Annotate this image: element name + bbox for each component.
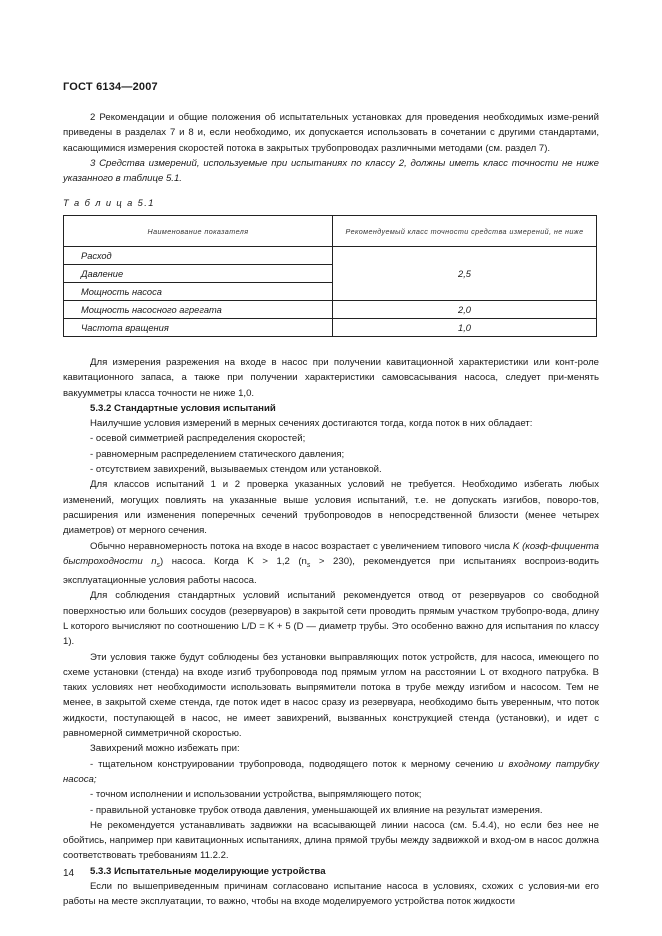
body-text xyxy=(63,355,599,910)
paragraph: Завихрений можно избежать при: xyxy=(90,743,240,755)
text-span: и входному патрубку насоса; xyxy=(63,758,599,785)
table-cell-name: Мощность насосного агрегата xyxy=(64,301,333,319)
table-5-1 xyxy=(63,215,597,337)
paragraph: Если по вышеприведенным причинам согласовано испытание насоса в условиях, схожих с условия-ми его работы на месте эксплуатации, то важно, чтобы на входе моделируемого устройства поток жидкости xyxy=(63,881,599,908)
table-cell-value: 2,5 xyxy=(333,247,597,301)
text-span: K (коэф-фициента быстроходности n xyxy=(63,540,599,567)
paragraph-fast-number xyxy=(63,539,599,589)
page-number: 14 xyxy=(63,868,75,879)
list-item xyxy=(63,757,599,788)
subscript: s xyxy=(306,561,311,569)
table-cell-name: Мощность насоса xyxy=(64,283,333,301)
note-2: 2 Рекомендации и общие положения об испытательных установках для проведения необходимых изме-рений приведены в разделах 7 и 8 и, если необходимо, их допускается использовать в сочетании с другими стандартами, касающимися измерения скоростей потока в закрытых трубопроводах различными методами (см. раздел 7). xyxy=(63,112,599,154)
section-heading-5-3-2: 5.3.2 Стандартные условия испытаний xyxy=(90,402,276,414)
notes-block xyxy=(63,110,599,186)
table-cell-value: 2,0 xyxy=(333,301,597,319)
document-header: ГОСТ 6134—2007 xyxy=(63,81,158,93)
paragraph: Для классов испытаний 1 и 2 проверка указанных условий не требуется. Необходимо избегать любых изменений, могущих повлиять на указанные выше условия испытаний, т.е. не допускать изгибов, поворо-тов, расширения или изменения поперечных сечений трубопроводов в непосредственной близости (менее четырех диаметров) от мерного сечения. xyxy=(63,479,599,537)
table-cell-name: Частота вращения xyxy=(64,319,333,337)
paragraph: Не рекомендуется устанавливать задвижки на всасывающей линии насоса (см. 5.4.4), но если без нее не обойтись, например при кавитационных испытаниях, длина прямой трубы между задвижкой и вход-ом в насос должна соответствовать требованиям 11.2.2. xyxy=(63,819,599,862)
text-span: - тщательном конструировании трубопровода, подводящего поток к мерному сечению xyxy=(90,758,499,770)
list-item: - точном исполнении и использовании устройства, выпрямляющего поток; xyxy=(90,789,422,801)
table-row xyxy=(64,247,597,265)
list-item: - осевой симметрией распределения скоростей; xyxy=(90,433,306,445)
text-span: Обычно неравномерность потока на входе в насос возрастает с увеличением типового числа xyxy=(90,540,513,552)
text-span: ) насоса. Когда K > 1,2 (n xyxy=(160,555,307,567)
paragraph: Эти условия также будут соблюдены без установки выправляющих поток устройств, для насоса, имеющего по схеме установки (стенда) на входе изгиб трубопровода под прямым углом на расстоянии L от входного патрубка. В таких условиях нет необходимости использовать выпрямители потока в трубе между изгибом и насосом. Тем не менее, в закрытой схеме стенда, где поток идет в насос сразу из резервуара, необходимо быть уверенным, что поток жидкости, поступающей в насос, не имеет завихрений, вызванных конструкцией стенда (установки), и идет с равномерной симметричной скоростью. xyxy=(63,651,599,740)
table-header-row xyxy=(64,216,597,247)
list-item: - равномерным распределением статического давления; xyxy=(90,448,345,460)
list-item: - отсутствием завихрений, вызываемых стендом или установкой. xyxy=(90,464,382,476)
table-col-header-class: Рекомендуемый класс точности средства измерений, не ниже xyxy=(333,216,597,247)
paragraph: Для измерения разрежения на входе в насос при получении кавитационной характеристики или конт-роле кавитационного запаса, а также при получении характеристики самовсасывания насоса, следует при-менять вакуумметры класса точности не ниже 1,0. xyxy=(63,357,599,399)
table-title: Т а б л и ц а 5.1 xyxy=(63,198,155,208)
paragraph: Для соблюдения стандартных условий испытаний рекомендуется отвод от резервуаров со свободной поверхностью или больших сосудов (резервуаров) в закрытой сети проводить прямым участком трубопро-вода, длину L которого вычисляют по соотношению L/D = K + 5 (D — диаметр трубы. Это особенно важно для испытания по классу 1). xyxy=(63,590,599,648)
table-cell-name: Давление xyxy=(64,265,333,283)
table-cell-name: Расход xyxy=(64,247,333,265)
table-row xyxy=(64,301,597,319)
table-cell-value: 1,0 xyxy=(333,319,597,337)
note-3: 3 Средства измерений, используемые при испытаниях по классу 2, должны иметь класс точности не ниже указанного в таблице 5.1. xyxy=(63,157,599,185)
text-span: > 230), рекомендуется при испытаниях воспроиз-водить эксплуатационные условия работы насоса. xyxy=(63,555,599,587)
table-col-header-name: Наименование показателя xyxy=(64,216,333,247)
subscript: s xyxy=(156,561,161,569)
section-heading-5-3-3: 5.3.3 Испытательные моделирующие устройства xyxy=(90,865,326,877)
paragraph: Наилучшие условия измерений в мерных сечениях достигаются тогда, когда поток в них обладает: xyxy=(90,418,533,430)
table-row xyxy=(64,319,597,337)
list-item: - правильной установке трубок отвода давления, уменьшающей их влияние на результат измерения. xyxy=(90,804,543,816)
